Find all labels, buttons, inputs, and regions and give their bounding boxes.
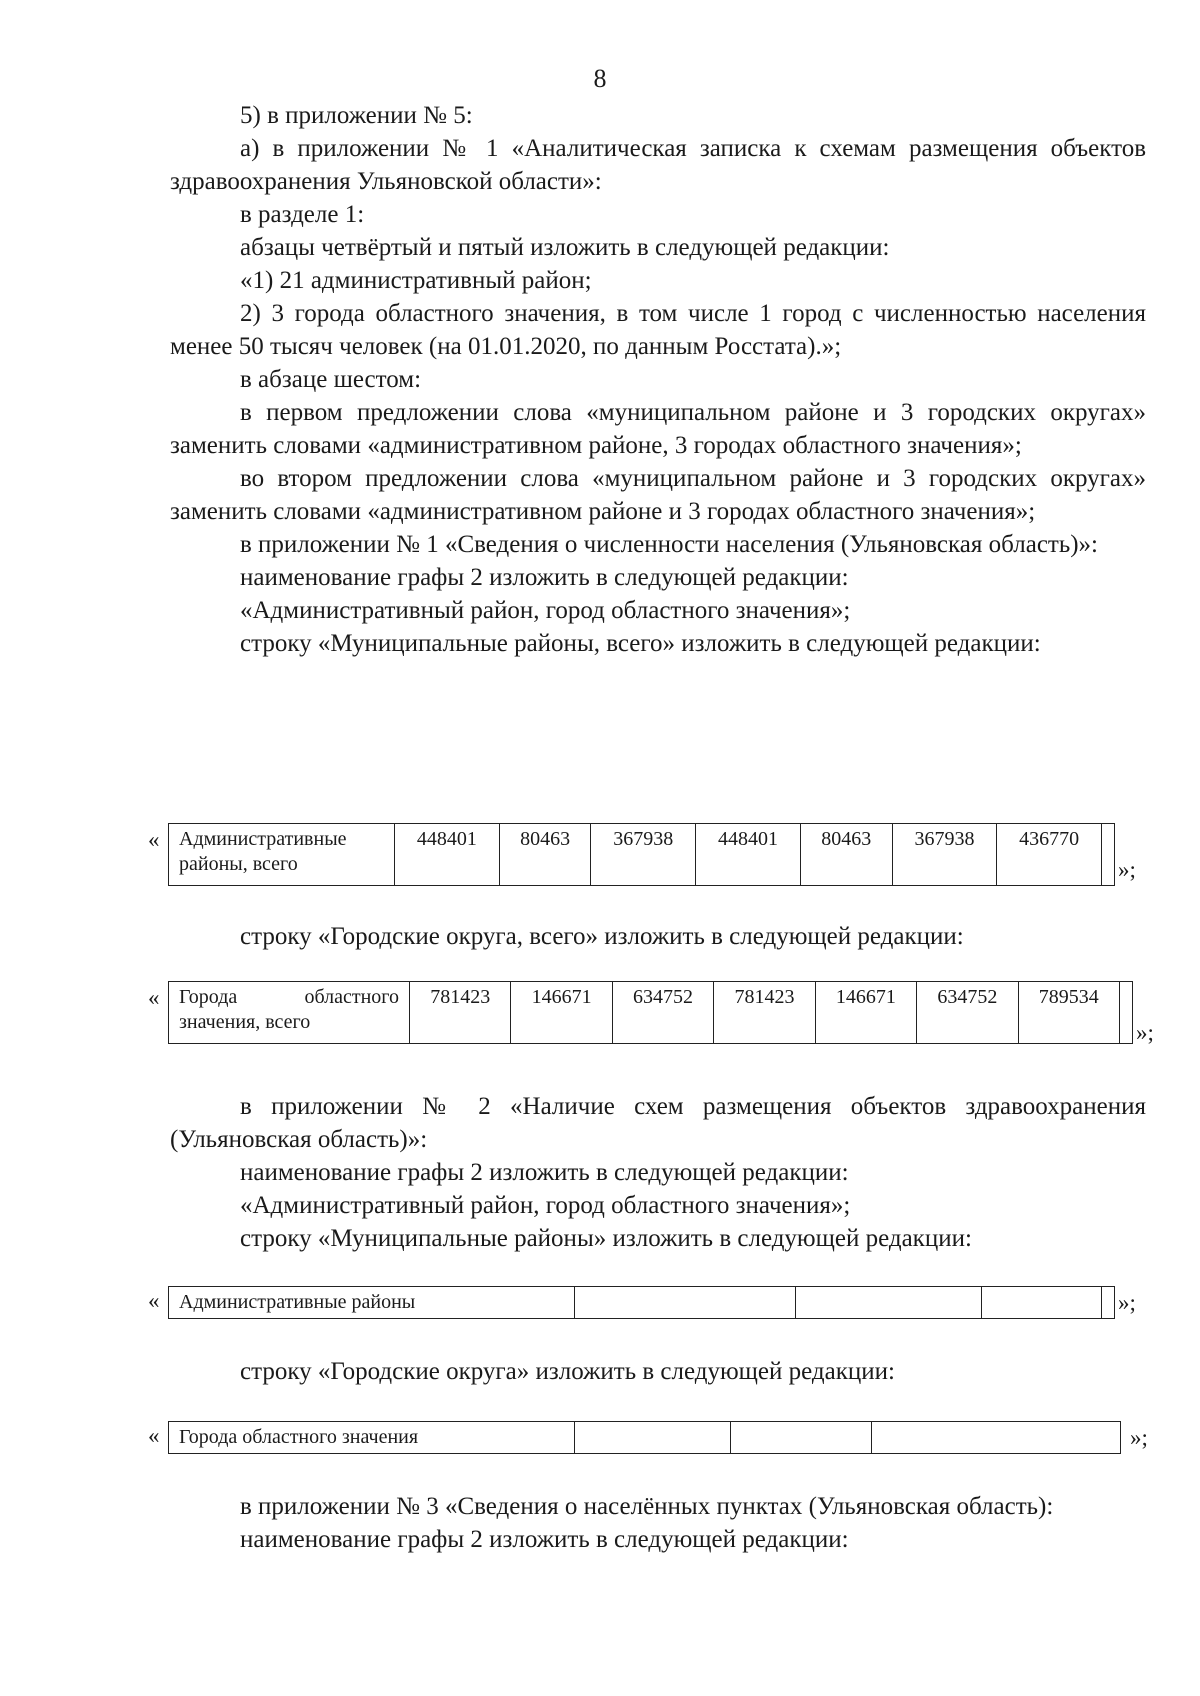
table-4-close-quote: »;: [1130, 1425, 1148, 1450]
paragraph: в абзаце шестом:: [240, 366, 422, 393]
paragraph: наименование графы 2 изложить в следующей редакции:: [240, 1526, 849, 1553]
paragraph: «1) 21 административный район;: [240, 267, 592, 294]
paragraph: наименование графы 2 изложить в следующей редакции:: [240, 564, 849, 591]
table-4-open-quote: «: [148, 1423, 160, 1448]
table-cell: [796, 1287, 982, 1319]
table-row: [169, 824, 1115, 886]
table-cell-label: [169, 982, 410, 1044]
paragraph: в приложении № 2 «Наличие схем размещения объектов здравоохранения (Ульяновская область)»:: [170, 1093, 1146, 1153]
table-cell: 448401: [696, 824, 801, 886]
table-2-close-quote: »;: [1136, 1020, 1154, 1045]
table-cell: 789534: [1018, 982, 1119, 1044]
paragraph: строку «Городские округа» изложить в следующей редакции:: [240, 1358, 895, 1385]
section-3-text: [170, 1490, 1146, 1556]
table-cell: 634752: [917, 982, 1018, 1044]
section-1-text: [170, 99, 1146, 660]
table-2-open-quote: «: [148, 985, 160, 1010]
table-row: [169, 1422, 1121, 1454]
table-3-close-quote: »;: [1118, 1290, 1136, 1315]
table-cell: [731, 1422, 872, 1454]
table-row: [169, 1287, 1115, 1319]
table-cell-label: Города областного значения: [169, 1422, 575, 1454]
label-line: значения, всего: [179, 1011, 311, 1033]
paragraph: в разделе 1:: [240, 201, 365, 228]
table-cell: 367938: [591, 824, 696, 886]
table-cell: 80463: [499, 824, 591, 886]
table-cell: 448401: [395, 824, 500, 886]
section-2-text: [170, 1090, 1146, 1255]
table-cell: [575, 1422, 731, 1454]
table-3-open-quote: «: [148, 1288, 160, 1313]
table-1-open-quote: «: [148, 827, 160, 852]
paragraph: строку «Городские округа, всего» изложить в следующей редакции:: [240, 923, 964, 950]
paragraph: 2) 3 города областного значения, в том числе 1 город с численностью населения менее 50 тысяч человек (на 01.01.2020, по данным Росстата).»;: [170, 300, 1146, 360]
page-number: 8: [593, 64, 607, 93]
table-cell-label: Административные районы: [169, 1287, 575, 1319]
paragraph: во втором предложении слова «муниципальном районе и 3 городских округах» заменить словами «административном районе и 3 городах областного значения»;: [170, 465, 1146, 525]
paragraph: строку «Муниципальные районы, всего» изложить в следующей редакции:: [240, 630, 1041, 657]
paragraph: строку «Муниципальные районы» изложить в следующей редакции:: [240, 1225, 972, 1252]
table-cell: 781423: [714, 982, 815, 1044]
paragraph: а) в приложении № 1 «Аналитическая записка к схемам размещения объектов здравоохранения Ульяновской области»:: [170, 135, 1146, 195]
table-2: [168, 981, 1133, 1044]
paragraph: «Административный район, город областного значения»;: [240, 597, 851, 624]
table-cell: 436770: [997, 824, 1102, 886]
label-line: районы, всего: [179, 853, 298, 875]
table-cell: [1120, 982, 1133, 1044]
table-cell: 80463: [800, 824, 892, 886]
table-1-close-quote: »;: [1118, 857, 1136, 882]
table-cell: 146671: [511, 982, 612, 1044]
table-cell: 367938: [892, 824, 997, 886]
table-cell: [575, 1287, 796, 1319]
paragraph: в первом предложении слова «муниципальном районе и 3 городских округах» заменить словами «административном районе, 3 городах областного значения»;: [170, 399, 1146, 459]
paragraph: 5) в приложении № 5:: [240, 102, 473, 129]
table-4: [168, 1421, 1121, 1454]
table-cell: [982, 1287, 1102, 1319]
paragraph: в приложении № 3 «Сведения о населённых пунктах (Ульяновская область):: [240, 1493, 1054, 1520]
table-cell: [1102, 1287, 1115, 1319]
table-3: [168, 1286, 1115, 1319]
paragraph: в приложении № 1 «Сведения о численности населения (Ульяновская область)»:: [240, 531, 1099, 558]
table-row: [169, 982, 1133, 1044]
paragraph: «Административный район, город областного значения»;: [240, 1192, 851, 1219]
table-1: [168, 823, 1115, 886]
table-cell-label: [169, 824, 395, 886]
table-cell: 634752: [612, 982, 713, 1044]
table-cell: [872, 1422, 1121, 1454]
paragraph: наименование графы 2 изложить в следующей редакции:: [240, 1159, 849, 1186]
label-line: Административные: [179, 828, 347, 850]
table-cell: [1102, 824, 1115, 886]
table-cell: 781423: [410, 982, 511, 1044]
paragraph: абзацы четвёртый и пятый изложить в следующей редакции:: [240, 234, 890, 261]
label-line: Города областного: [179, 986, 399, 1008]
table-cell: 146671: [815, 982, 916, 1044]
